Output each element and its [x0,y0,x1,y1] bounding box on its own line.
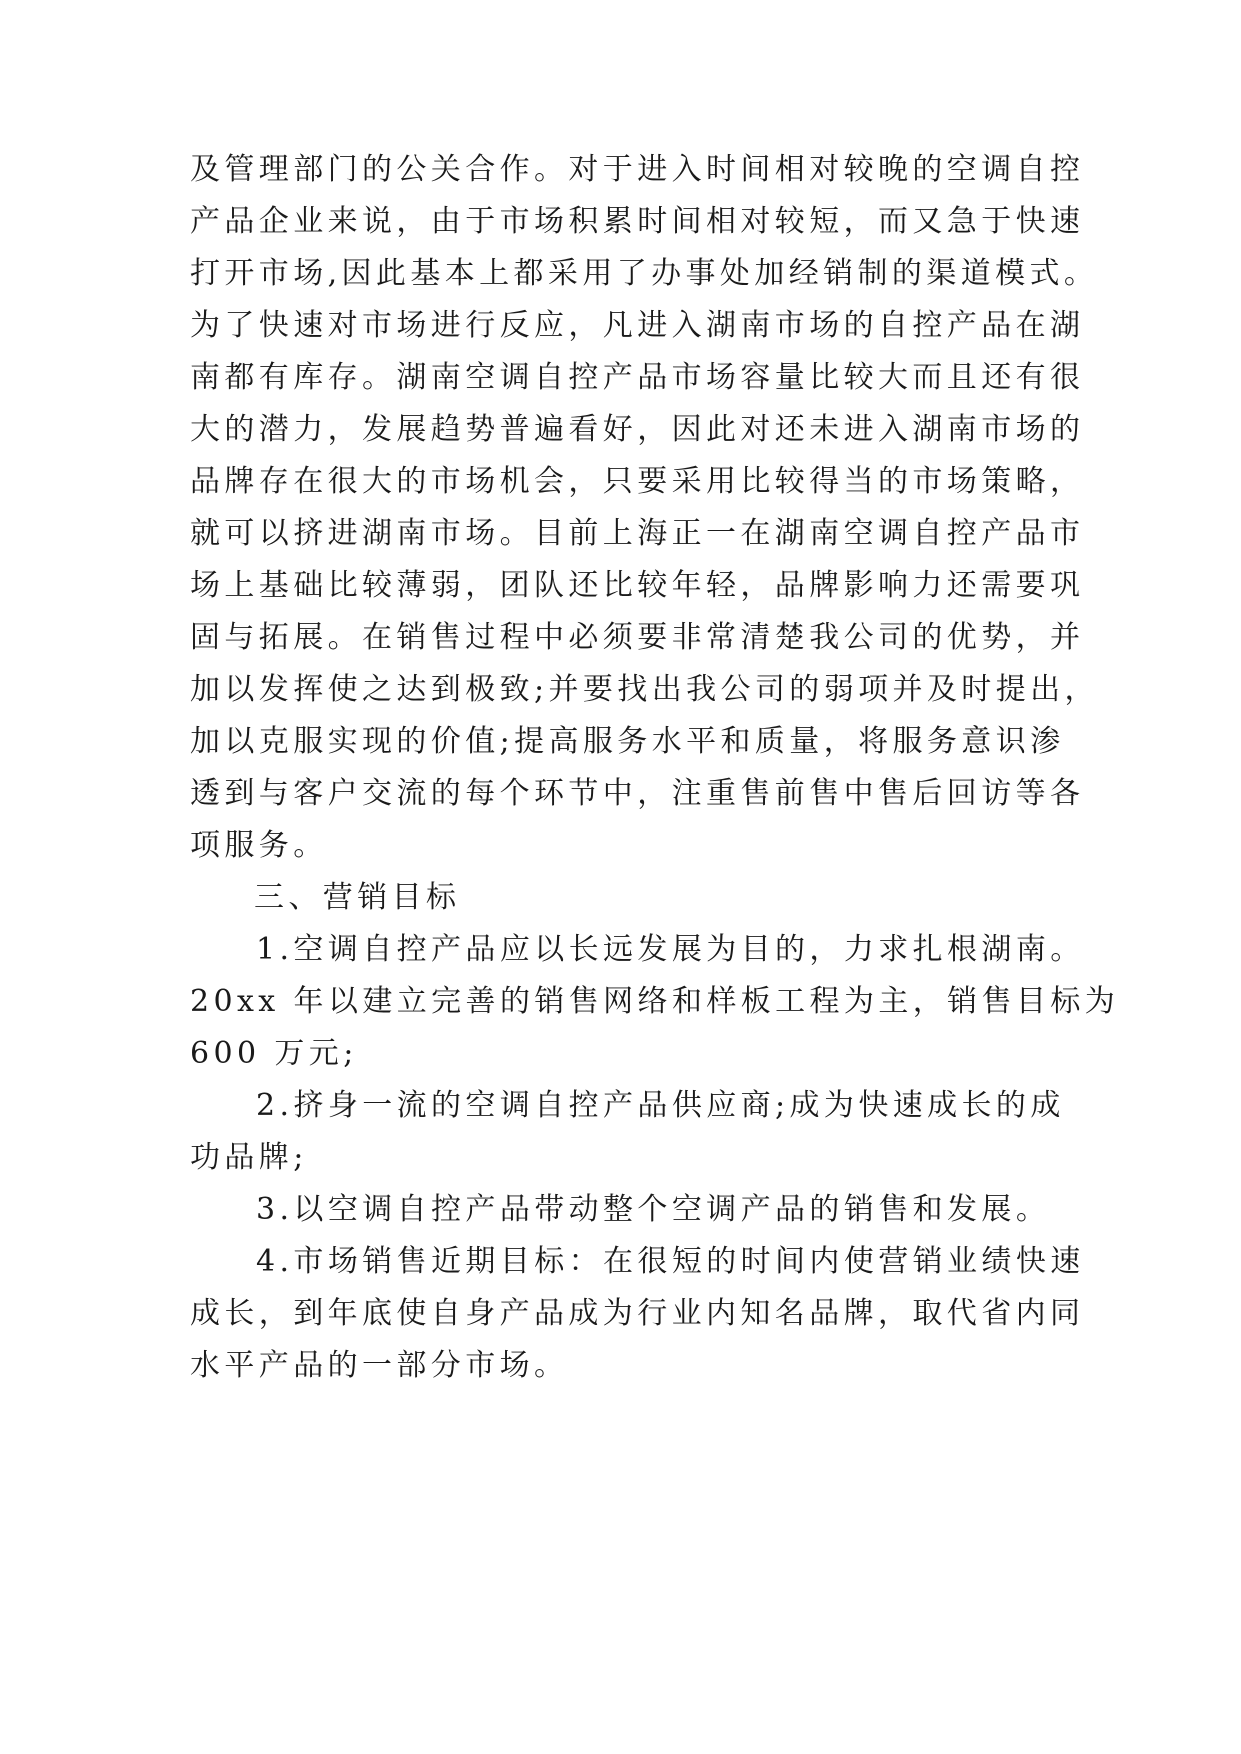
text-line: 水平产品的一部分市场。 [190,1348,569,1383]
text-line: 场上基础比较薄弱，团队还比较年轻，品牌影响力还需要巩 [190,568,1085,603]
text-line: 大的潜力，发展趋势普遍看好，因此对还未进入湖南市场的 [190,412,1085,447]
text-line: 加以发挥使之达到极致;并要找出我公司的弱项并及时提出， [190,672,1099,707]
text-line: 成长，到年底使自身产品成为行业内知名品牌，取代省内同 [190,1296,1085,1331]
text-line: 加以克服实现的价值;提高服务水平和质量，将服务意识渗 [190,724,1065,759]
text-line: 1.空调自控产品应以长远发展为目的，力求扎根湖南。 [256,932,1085,967]
text-line: 透到与客户交流的每个环节中，注重售前售中售后回访等各 [190,776,1085,811]
text-line: 3.以空调自控产品带动整个空调产品的销售和发展。 [256,1192,1051,1227]
text-line: 功品牌; [190,1140,308,1175]
text-line: 就可以挤进湖南市场。目前上海正一在湖南空调自控产品市 [190,516,1085,551]
text-line: 产品企业来说，由于市场积累时间相对较短，而又急于快速 [190,204,1085,239]
text-line: 2.挤身一流的空调自控产品供应商;成为快速成长的成 [256,1088,1065,1123]
text-line: 打开市场,因此基本上都采用了办事处加经销制的渠道模式。 [190,256,1099,291]
text-line: 南都有库存。湖南空调自控产品市场容量比较大而且还有很 [190,360,1085,395]
text-line: 品牌存在很大的市场机会，只要采用比较得当的市场策略， [190,464,1085,499]
section-heading: 三、营销目标 [254,880,461,915]
text-line: 项服务。 [190,828,328,863]
text-line: 固与拓展。在销售过程中必须要非常清楚我公司的优势，并 [190,620,1085,655]
text-line: 600 万元; [190,1036,358,1071]
text-line: 20xx 年以建立完善的销售网络和样板工程为主，销售目标为 [190,984,1120,1019]
text-line: 为了快速对市场进行反应，凡进入湖南市场的自控产品在湖 [190,308,1085,343]
text-line: 及管理部门的公关合作。对于进入时间相对较晚的空调自控 [190,152,1085,187]
text-line: 4.市场销售近期目标：在很短的时间内使营销业绩快速 [256,1244,1085,1279]
